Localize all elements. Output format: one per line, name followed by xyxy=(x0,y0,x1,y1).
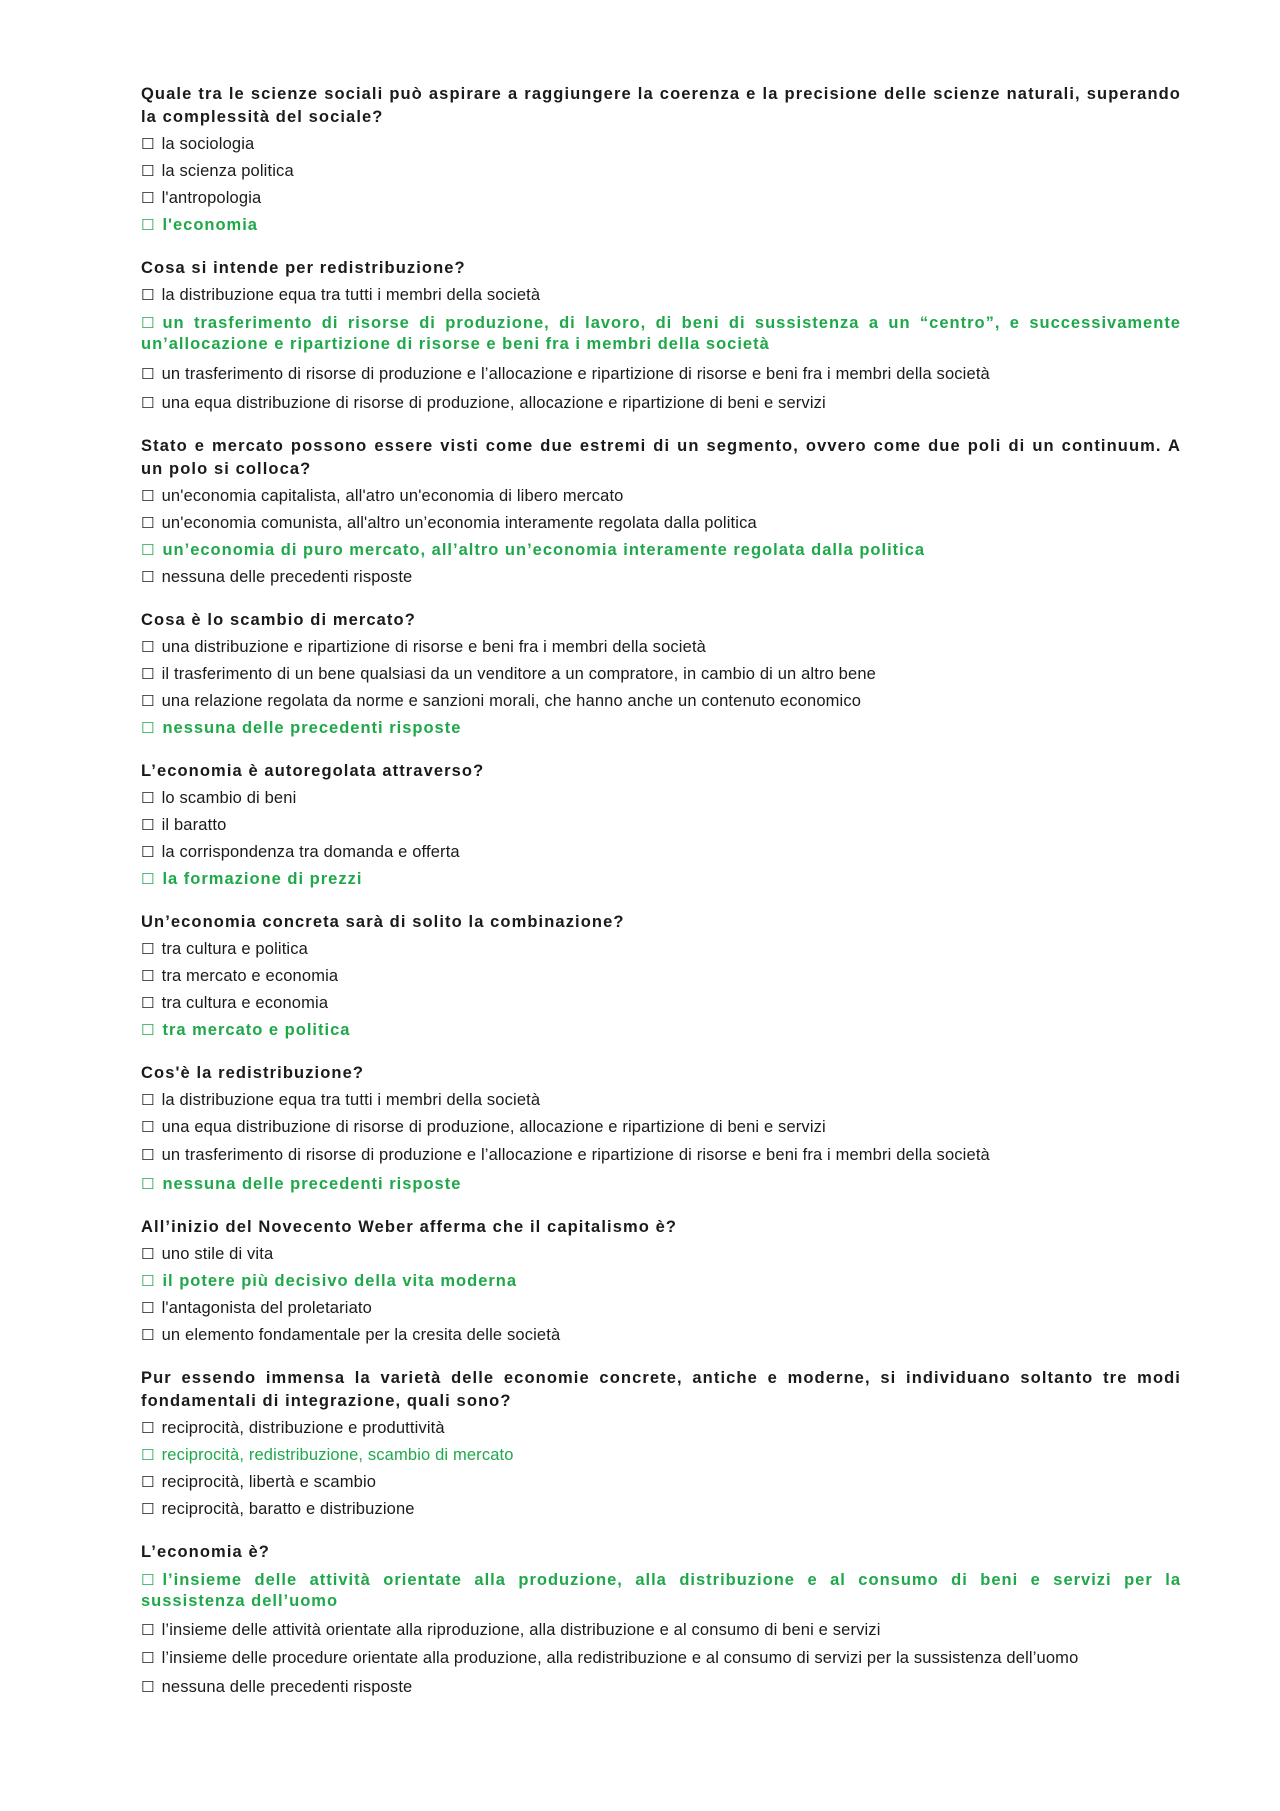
answer-option[interactable] xyxy=(141,839,1181,866)
answer-option[interactable] xyxy=(141,1674,1181,1701)
question-block xyxy=(141,1216,1181,1349)
answer-option-correct[interactable] xyxy=(141,866,1181,893)
checkbox-icon[interactable]: ☐ xyxy=(141,314,156,332)
answer-option[interactable] xyxy=(141,1141,1181,1171)
answer-option[interactable] xyxy=(141,1295,1181,1322)
answer-label: un'economia comunista, all'altro un’economia interamente regolata dalla politica xyxy=(161,514,757,532)
answer-label: una distribuzione e ripartizione di risorse e beni fra i membri della società xyxy=(161,638,707,656)
answer-label: reciprocità, distribuzione e produttività xyxy=(161,1419,445,1437)
answer-option[interactable] xyxy=(141,634,1181,661)
answer-option[interactable] xyxy=(141,1617,1181,1644)
answer-option-correct[interactable] xyxy=(141,1171,1181,1198)
checkbox-icon[interactable]: ☐ xyxy=(141,541,156,559)
question-text: Stato e mercato possono essere visti come due estremi di un segmento, ovvero come due poli di un continuum. A un polo si colloca? xyxy=(141,437,1181,478)
question-text: Pur essendo immensa la varietà delle economie concrete, antiche e moderne, si individuano soltanto tre modi fondamentali di integrazione, quali sono? xyxy=(141,1369,1181,1410)
answer-label: reciprocità, libertà e scambio xyxy=(161,1473,377,1491)
checkbox-icon[interactable]: ☐ xyxy=(141,994,155,1012)
answer-option[interactable] xyxy=(141,1322,1181,1349)
checkbox-icon[interactable]: ☐ xyxy=(141,843,155,861)
checkbox-icon[interactable]: ☐ xyxy=(141,816,155,834)
answer-option[interactable] xyxy=(141,282,1181,309)
answer-option[interactable] xyxy=(141,483,1181,510)
answer-option[interactable] xyxy=(141,1087,1181,1114)
answer-option-correct[interactable] xyxy=(141,1268,1181,1295)
answer-label: un trasferimento di risorse di produzione e l’allocazione e ripartizione di risorse e beni fra i membri della società xyxy=(161,365,990,383)
question-text: All’inizio del Novecento Weber afferma che il capitalismo è? xyxy=(141,1218,678,1236)
checkbox-icon[interactable]: ☐ xyxy=(141,1500,155,1518)
question-block xyxy=(141,257,1181,417)
answer-option[interactable] xyxy=(141,1415,1181,1442)
checkbox-icon[interactable]: ☐ xyxy=(141,1446,155,1464)
answer-label: la corrispondenza tra domanda e offerta xyxy=(161,843,460,861)
checkbox-icon[interactable]: ☐ xyxy=(141,1571,156,1589)
question-block xyxy=(141,911,1181,1044)
answer-option[interactable] xyxy=(141,510,1181,537)
answer-option[interactable] xyxy=(141,1114,1181,1141)
answer-option[interactable] xyxy=(141,1469,1181,1496)
checkbox-icon[interactable]: ☐ xyxy=(141,1419,155,1437)
answer-label: l’insieme delle attività orientate alla riproduzione, alla distribuzione e al consumo di beni e servizi xyxy=(161,1621,881,1639)
answer-label: un trasferimento di risorse di produzione, di lavoro, di beni di sussistenza a un “centro”, e successivamente un’allocazione e ripartizione di risorse e beni fra i membri della società xyxy=(141,314,1181,353)
checkbox-icon[interactable]: ☐ xyxy=(141,692,155,710)
checkbox-icon[interactable]: ☐ xyxy=(141,1245,155,1263)
checkbox-icon[interactable]: ☐ xyxy=(141,135,155,153)
question-text: L’economia è autoregolata attraverso? xyxy=(141,762,485,780)
answer-label: una relazione regolata da norme e sanzioni morali, che hanno anche un contenuto economico xyxy=(161,692,862,710)
checkbox-icon[interactable]: ☐ xyxy=(141,189,155,207)
answer-label: una equa distribuzione di risorse di produzione, allocazione e ripartizione di beni e servizi xyxy=(161,1118,826,1136)
checkbox-icon[interactable]: ☐ xyxy=(141,162,155,180)
answer-label: lo scambio di beni xyxy=(161,789,297,807)
checkbox-icon[interactable]: ☐ xyxy=(141,568,155,586)
answer-label: il potere più decisivo della vita moderna xyxy=(162,1272,518,1290)
question-block xyxy=(141,435,1181,591)
answer-label: tra mercato e economia xyxy=(161,967,339,985)
question-text: Cos'è la redistribuzione? xyxy=(141,1064,365,1082)
answer-option[interactable] xyxy=(141,812,1181,839)
answer-label: reciprocità, baratto e distribuzione xyxy=(161,1500,415,1518)
answer-label: la formazione di prezzi xyxy=(162,870,363,888)
answer-label: tra cultura e politica xyxy=(161,940,308,958)
answer-label: nessuna delle precedenti risposte xyxy=(161,568,413,586)
answer-label: un trasferimento di risorse di produzione e l’allocazione e ripartizione di risorse e beni fra i membri della società xyxy=(161,1146,990,1164)
answer-option-correct[interactable] xyxy=(141,1017,1181,1044)
answer-label: la distribuzione equa tra tutti i membri della società xyxy=(161,1091,541,1109)
answer-option[interactable] xyxy=(141,390,1181,417)
question-block xyxy=(141,609,1181,742)
answer-option[interactable] xyxy=(141,1644,1181,1674)
answer-label: un'economia capitalista, all'atro un'economia di libero mercato xyxy=(161,487,624,505)
answer-label: l’insieme delle attività orientate alla produzione, alla distribuzione e al consumo di beni e servizi per la sussistenza dell’uomo xyxy=(141,1571,1181,1610)
question-block xyxy=(141,83,1181,239)
checkbox-icon[interactable]: ☐ xyxy=(141,1473,155,1491)
question-block xyxy=(141,1541,1181,1701)
answer-option[interactable] xyxy=(141,661,1181,688)
answer-label: l'antagonista del proletariato xyxy=(161,1299,372,1317)
answer-label: il trasferimento di un bene qualsiasi da un venditore a un compratore, in cambio di un altro bene xyxy=(161,665,876,683)
answer-option[interactable] xyxy=(141,158,1181,185)
question-text: Quale tra le scienze sociali può aspirare a raggiungere la coerenza e la precisione delle scienze naturali, superando la complessità del sociale? xyxy=(141,85,1181,126)
answer-option[interactable] xyxy=(141,131,1181,158)
answer-label: tra cultura e economia xyxy=(161,994,329,1012)
answer-option-correct[interactable] xyxy=(141,537,1181,564)
answer-label: l'antropologia xyxy=(161,189,262,207)
question-text: Cosa è lo scambio di mercato? xyxy=(141,611,416,629)
checkbox-icon[interactable]: ☐ xyxy=(141,1326,155,1344)
checkbox-icon[interactable]: ☐ xyxy=(141,638,155,656)
answer-option[interactable] xyxy=(141,785,1181,812)
answer-label: il baratto xyxy=(161,816,227,834)
answer-option-correct[interactable] xyxy=(141,1442,1181,1469)
checkbox-icon[interactable]: ☐ xyxy=(141,365,155,383)
checkbox-icon[interactable]: ☐ xyxy=(141,1175,156,1193)
answer-label: nessuna delle precedenti risposte xyxy=(161,1678,413,1696)
checkbox-icon[interactable]: ☐ xyxy=(141,1649,155,1667)
answer-label: un elemento fondamentale per la cresita delle società xyxy=(161,1326,561,1344)
question-block xyxy=(141,1062,1181,1198)
answer-label: la sociologia xyxy=(161,135,255,153)
checkbox-icon[interactable]: ☐ xyxy=(141,789,155,807)
answer-label: la distribuzione equa tra tutti i membri della società xyxy=(161,286,541,304)
checkbox-icon[interactable]: ☐ xyxy=(141,286,155,304)
answer-option[interactable] xyxy=(141,936,1181,963)
checkbox-icon[interactable]: ☐ xyxy=(141,719,156,737)
checkbox-icon[interactable]: ☐ xyxy=(141,1299,155,1317)
answer-option-correct[interactable] xyxy=(141,309,1181,360)
checkbox-icon[interactable]: ☐ xyxy=(141,1272,156,1290)
answer-label: nessuna delle precedenti risposte xyxy=(162,719,462,737)
checkbox-icon[interactable]: ☐ xyxy=(141,514,155,532)
question-text: Cosa si intende per redistribuzione? xyxy=(141,259,466,277)
answer-option[interactable] xyxy=(141,1496,1181,1523)
checkbox-icon[interactable]: ☐ xyxy=(141,870,156,888)
checkbox-icon[interactable]: ☐ xyxy=(141,1021,156,1039)
answer-option-correct[interactable] xyxy=(141,715,1181,742)
checkbox-icon[interactable]: ☐ xyxy=(141,665,155,683)
question-block xyxy=(141,1367,1181,1523)
answer-option[interactable] xyxy=(141,963,1181,990)
checkbox-icon[interactable]: ☐ xyxy=(141,1621,155,1639)
checkbox-icon[interactable]: ☐ xyxy=(141,1091,155,1109)
question-text: Un’economia concreta sarà di solito la combinazione? xyxy=(141,913,625,931)
answer-label: tra mercato e politica xyxy=(162,1021,351,1039)
checkbox-icon[interactable]: ☐ xyxy=(141,1146,155,1164)
answer-label: uno stile di vita xyxy=(161,1245,274,1263)
checkbox-icon[interactable]: ☐ xyxy=(141,940,155,958)
answer-option[interactable] xyxy=(141,1241,1181,1268)
checkbox-icon[interactable]: ☐ xyxy=(141,1678,155,1696)
answer-option-correct[interactable] xyxy=(141,1566,1181,1617)
answer-label: l’insieme delle procedure orientate alla produzione, alla redistribuzione e al consumo di servizi per la sussistenza dell’uomo xyxy=(161,1649,1079,1667)
quiz-page xyxy=(141,83,1181,1719)
checkbox-icon[interactable]: ☐ xyxy=(141,394,155,412)
question-block xyxy=(141,760,1181,893)
answer-option[interactable] xyxy=(141,688,1181,715)
answer-label: nessuna delle precedenti risposte xyxy=(162,1175,462,1193)
checkbox-icon[interactable]: ☐ xyxy=(141,967,155,985)
answer-option[interactable] xyxy=(141,360,1181,390)
answer-label: una equa distribuzione di risorse di produzione, allocazione e ripartizione di beni e servizi xyxy=(161,394,826,412)
answer-option[interactable] xyxy=(141,564,1181,591)
checkbox-icon[interactable]: ☐ xyxy=(141,487,155,505)
answer-label: l'economia xyxy=(162,216,258,234)
checkbox-icon[interactable]: ☐ xyxy=(141,1118,155,1136)
question-text: L’economia è? xyxy=(141,1543,270,1561)
answer-option-correct[interactable] xyxy=(141,212,1181,239)
answer-label: reciprocità, redistribuzione, scambio di mercato xyxy=(161,1446,514,1464)
checkbox-icon[interactable]: ☐ xyxy=(141,216,156,234)
answer-option[interactable] xyxy=(141,185,1181,212)
answer-label: un’economia di puro mercato, all’altro un’economia interamente regolata dalla politica xyxy=(162,541,926,559)
answer-option[interactable] xyxy=(141,990,1181,1017)
answer-label: la scienza politica xyxy=(161,162,294,180)
